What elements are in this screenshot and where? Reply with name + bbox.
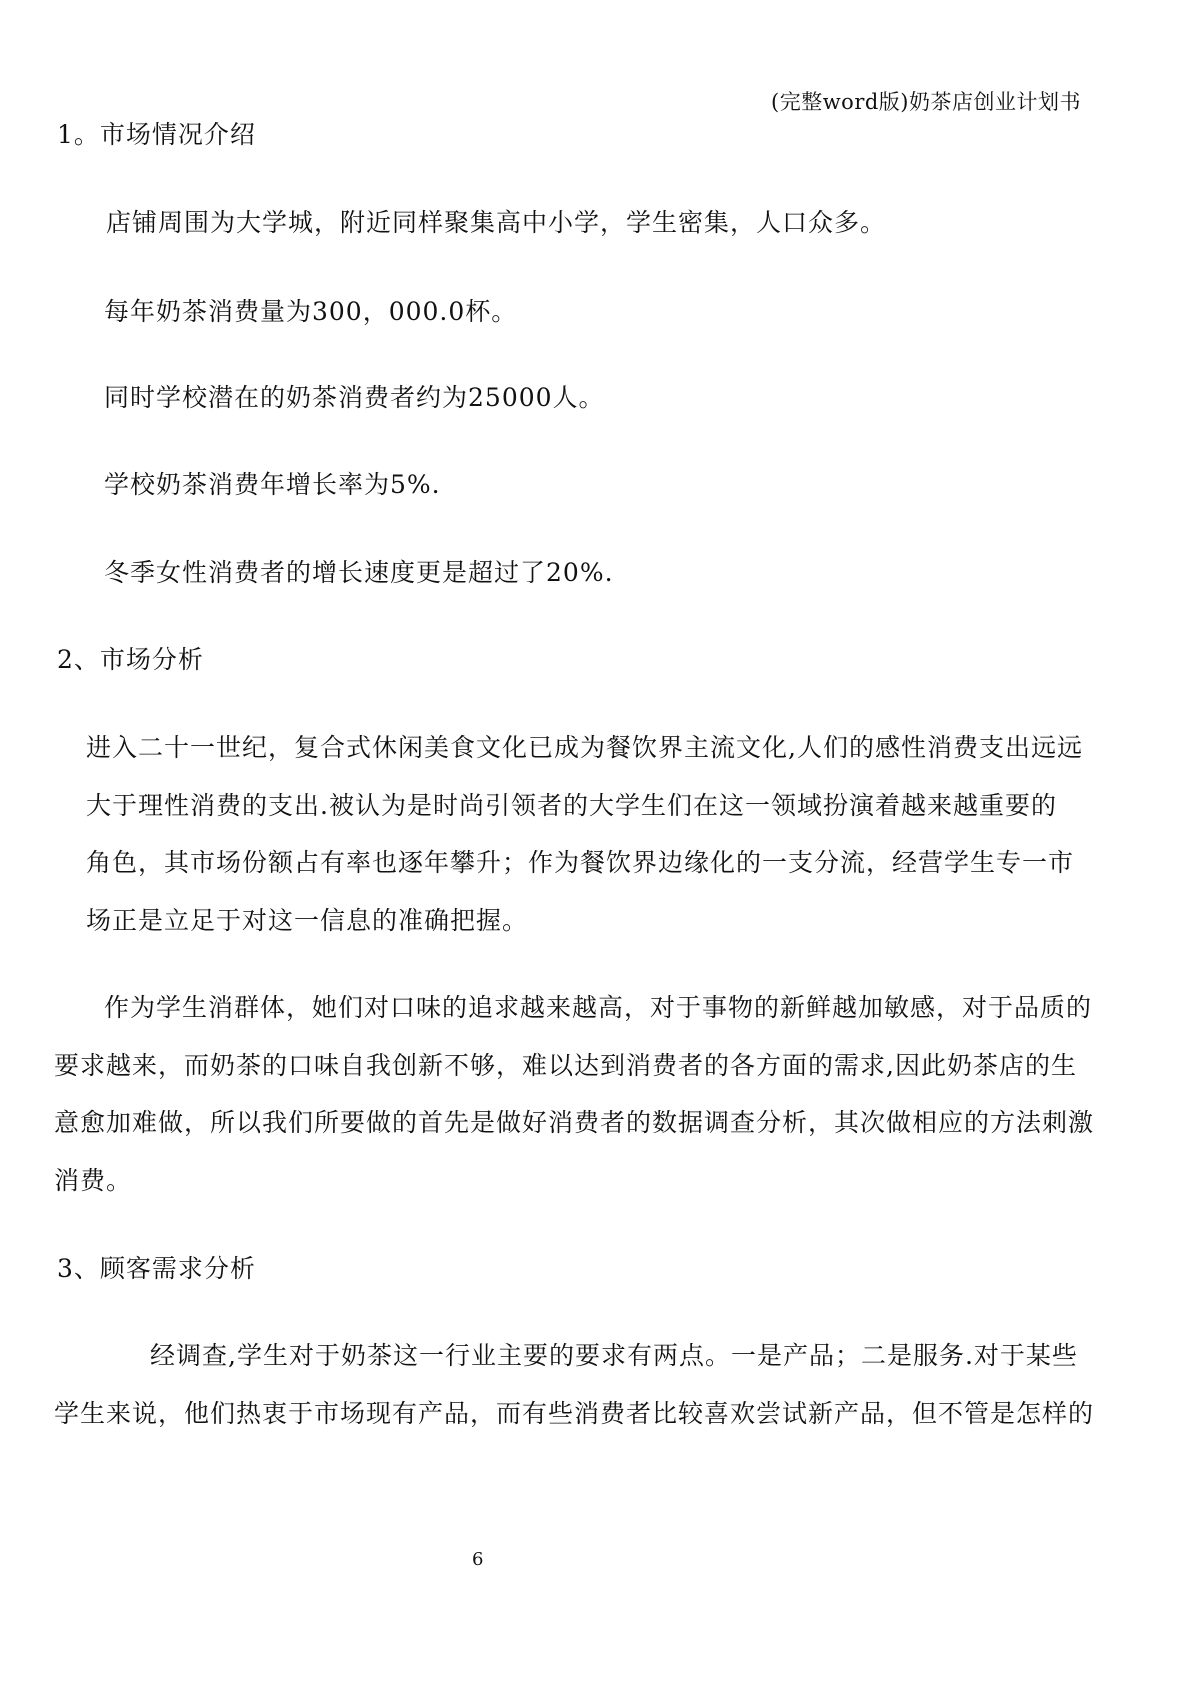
paragraph-line: 店铺周围为大学城，附近同样聚集高中小学，学生密集，人口众多。 — [106, 208, 887, 237]
section-heading-market-analysis: 2、市场分析 — [57, 645, 204, 674]
page-number: 6 — [472, 1549, 484, 1570]
paragraph-line: 冬季女性消费者的增长速度更是超过了20%. — [104, 558, 614, 587]
paragraph-line: 进入二十一世纪，复合式休闲美食文化已成为餐饮界主流文化,人们的感性消费支出远远 — [86, 733, 1083, 762]
paragraph-line: 作为学生消群体，她们对口味的追求越来越高，对于事物的新鲜越加敏感，对于品质的 — [104, 993, 1093, 1022]
running-header: (完整word版)奶茶店创业计划书 — [771, 90, 1081, 114]
paragraph-line: 角色，其市场份额占有率也逐年攀升；作为餐饮界边缘化的一支分流，经营学生专一市 — [86, 848, 1075, 877]
section-heading-market-intro: 1。市场情况介绍 — [57, 120, 256, 149]
paragraph-line: 意愈加难做，所以我们所要做的首先是做好消费者的数据调查分析，其次做相应的方法刺激 — [54, 1108, 1095, 1137]
paragraph-line: 要求越来，而奶茶的口味自我创新不够，难以达到消费者的各方面的需求,因此奶茶店的生 — [54, 1051, 1077, 1080]
paragraph-line: 经调查,学生对于奶茶这一行业主要的要求有两点。一是产品；二是服务.对于某些 — [150, 1341, 1078, 1370]
paragraph-line: 大于理性消费的支出.被认为是时尚引领者的大学生们在这一领域扮演着越来越重要的 — [86, 791, 1057, 820]
paragraph-line: 场正是立足于对这一信息的准确把握。 — [86, 906, 529, 935]
paragraph-line: 同时学校潜在的奶茶消费者约为25000人。 — [104, 383, 605, 412]
paragraph-line: 学生来说，他们热衷于市场现有产品，而有些消费者比较喜欢尝试新产品，但不管是怎样的 — [54, 1399, 1095, 1428]
paragraph-line: 每年奶茶消费量为300，000.0杯。 — [104, 297, 518, 326]
paragraph-line: 消费。 — [54, 1166, 133, 1195]
paragraph-line: 学校奶茶消费年增长率为5%. — [104, 470, 441, 499]
section-heading-customer-needs: 3、顾客需求分析 — [57, 1254, 256, 1283]
